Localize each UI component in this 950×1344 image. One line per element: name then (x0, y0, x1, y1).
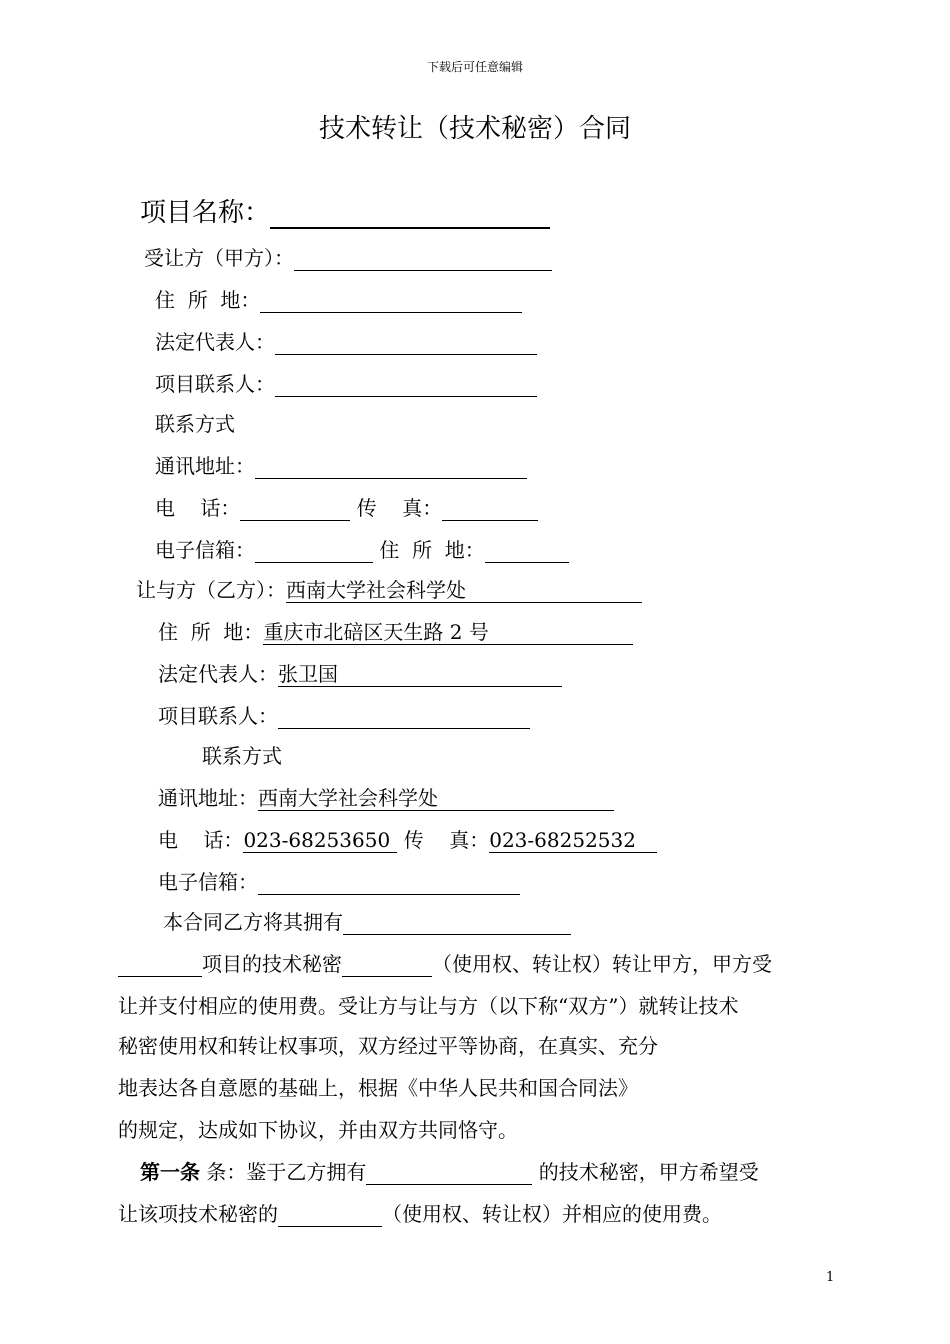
project-name-blank (270, 199, 550, 229)
party-a-mail-address-blank (255, 456, 527, 479)
intro-text-2b: （使用权、转让权）转让甲方，甲方受 (432, 952, 772, 976)
article-1-heading: 第一条 (140, 1160, 200, 1184)
party-a-address-label: 住 所 地： (155, 288, 261, 312)
party-a-phone-fax-row (155, 492, 538, 521)
party-b-phone-fax-row (158, 824, 657, 853)
intro-blank-2 (118, 954, 202, 977)
project-name-label: 项目名称： (140, 198, 271, 228)
party-a-row (144, 242, 552, 271)
party-b-address-row (158, 616, 633, 645)
party-a-contact-person-label: 项目联系人： (155, 372, 275, 396)
party-a-email-label: 电子信箱： (155, 538, 255, 562)
party-b-label: 让与方（乙方）： (136, 578, 286, 602)
party-b-contact-person-blank (278, 706, 530, 729)
party-b-row (136, 574, 642, 603)
party-b-legal-rep-label: 法定代表人： (158, 662, 278, 686)
intro-line-2 (118, 948, 772, 977)
party-a-fax-label: 传 真： (356, 496, 443, 520)
article-1-blank-1 (366, 1162, 532, 1185)
document-title: 技术转让（技术秘密）合同 (318, 114, 631, 144)
party-b-email-label: 电子信箱： (158, 870, 258, 894)
header-note: 下载后可任意编辑 (426, 60, 523, 74)
party-a-blank (294, 248, 552, 271)
party-a-email-row (155, 534, 569, 563)
party-b-email-row (158, 866, 520, 895)
intro-blank-3 (342, 954, 432, 977)
intro-line-6: 的规定，达成如下协议，并由双方共同恪守。 (118, 1118, 518, 1142)
intro-line-3: 让并支付相应的使用费。受让方与让与方（以下称“双方”）就转让技术 (118, 994, 739, 1018)
party-a-label: 受让方（甲方）： (144, 246, 294, 270)
page-number: 1 (826, 1270, 835, 1285)
party-a-contact-person-blank (275, 374, 537, 397)
intro-text-2a: 项目的技术秘密 (202, 952, 342, 976)
party-a-phone-blank (240, 498, 350, 521)
party-a-address2-blank (485, 540, 569, 563)
intro-text-1: 本合同乙方将其拥有 (163, 910, 343, 934)
party-a-contact-person-row (155, 368, 537, 397)
party-a-address-blank (260, 290, 522, 313)
intro-line-4: 秘密使用权和转让权事项，双方经过平等协商，在真实、充分 (118, 1034, 658, 1058)
party-b-mail-address-row (158, 782, 614, 811)
party-b-contact-person-row (158, 700, 530, 729)
intro-line-1 (163, 906, 571, 935)
article-1-text-1a: 条：鉴于乙方拥有 (206, 1160, 367, 1184)
party-b-phone: 023-68253650 (243, 828, 397, 853)
party-a-legal-rep-blank (275, 332, 537, 355)
party-b-contact-label: 联系方式 (202, 744, 282, 768)
article-1-blank-2 (278, 1204, 382, 1227)
article-1-text-2b: （使用权、转让权）并相应的使用费。 (382, 1202, 722, 1226)
intro-blank-1 (343, 912, 571, 935)
party-b-legal-rep-row (158, 658, 562, 687)
project-name-row (140, 192, 550, 229)
party-a-email-blank (255, 540, 373, 563)
article-1-text-2a: 让该项技术秘密的 (118, 1202, 278, 1226)
party-b-address: 重庆市北碚区天生路 2 号 (263, 620, 633, 645)
party-a-mail-address-label: 通讯地址： (155, 454, 255, 478)
intro-line-5: 地表达各自意愿的基础上，根据《中华人民共和国合同法》 (118, 1076, 638, 1100)
party-a-fax-blank (442, 498, 538, 521)
party-a-phone-label: 电 话： (155, 496, 241, 520)
party-b-legal-rep: 张卫国 (278, 662, 562, 687)
party-b-mail-address: 西南大学社会科学处 (258, 786, 614, 811)
party-b-fax-label: 传 真： (403, 828, 490, 852)
party-a-address2-label: 住 所 地： (379, 538, 485, 562)
party-a-address-row (155, 284, 522, 313)
party-b-fax: 023-68252532 (489, 828, 657, 853)
party-a-legal-rep-row (155, 326, 537, 355)
party-a-mail-address-row (155, 450, 527, 479)
article-1-text-1b: 的技术秘密，甲方希望受 (538, 1160, 759, 1184)
party-b-mail-address-label: 通讯地址： (158, 786, 258, 810)
party-b-address-label: 住 所 地： (158, 620, 264, 644)
party-a-legal-rep-label: 法定代表人： (155, 330, 275, 354)
party-b-phone-label: 电 话： (158, 828, 244, 852)
article-1-line-1 (140, 1156, 759, 1185)
party-b-email-blank (258, 872, 520, 895)
party-a-contact-label: 联系方式 (155, 412, 235, 436)
party-b-contact-person-label: 项目联系人： (158, 704, 278, 728)
party-b-name: 西南大学社会科学处 (286, 578, 642, 603)
article-1-line-2 (118, 1198, 722, 1227)
